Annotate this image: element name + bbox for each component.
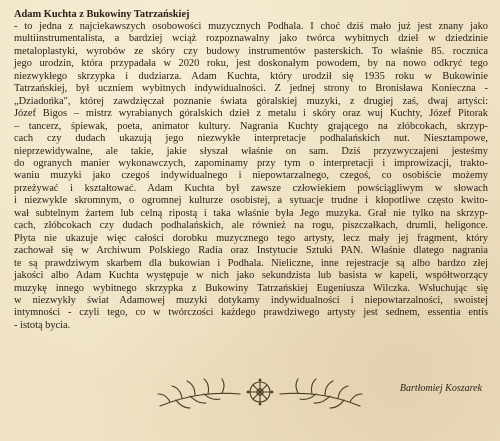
body-line: wał subtelnym żartem lub celną ripostą i taka właśnie była Jego muzyka. Grał nie tylko na skrzyp- bbox=[14, 207, 488, 219]
body-line: – tancerz, śpiewak, poeta, animator kultury. Nagrania Kuchty grającego na złóbcokach, skrzyp- bbox=[14, 120, 488, 132]
body-line: do ogranych manier wykonawczych, zapominamy przy tym o interpretacji i improwizacji, trakto- bbox=[14, 157, 488, 169]
body-line: „Dziadońka", której zawdzięczał poznanie świata góralskiej muzyki, z drugiej zaś, dwaj artyści: bbox=[14, 95, 488, 107]
article-body bbox=[14, 21, 488, 332]
folk-ornament-icon bbox=[140, 364, 380, 420]
body-line: w niezwykły świat Adamowej muzyki dotykamy indywidualności i niepowtarzalności, swoistej bbox=[14, 294, 488, 306]
body-line: metaloplastyki, wyrobów ze skóry czy budowy instrumentów pasterskich. To właśnie 85. rocznica bbox=[14, 45, 488, 57]
body-line: niezwykłego skrzypka i dudziarza. Adam Kuchta, który urodził się 1935 roku w Bukowinie bbox=[14, 70, 488, 82]
body-line: zachował się w Archiwum Polskiego Radia oraz Instytucie Sztuki PAN. Właśnie dlatego nagrania bbox=[14, 245, 488, 257]
body-line: i niezwykle skromnym, o ogromnej kulturze osobistej, a sytuacje trudne i kłopotliwe często kwito- bbox=[14, 195, 488, 207]
body-line: nieprzewidywalne, ale takie, jakie słyszał właśnie on sam. Dziś przyzwyczajeni jesteśmy bbox=[14, 145, 488, 157]
body-line: muzykę innego wybitnego skrzypka z Bukowiny Tatrzańskiej Eugeniusza Wilczka. Wsłuchując się bbox=[14, 282, 488, 294]
body-line: - to jedna z najciekawszych osobowości muzycznych Podhala. I choć dziś mało już jest znany jako bbox=[14, 21, 488, 32]
body-line: cach czy dudach ukazują jego niezwykłe interpretacje podhalańskich nut. Niesztampowe, bbox=[14, 133, 488, 145]
body-line: Płyta nie ukazuje więc całości dorobku muzycznego tego artysty, lecz mały jej fragment, który bbox=[14, 232, 488, 244]
author-signature: Bartłomiej Koszarek bbox=[399, 383, 482, 394]
body-line: intymności - czyli tego, co w twórczości każdego prawdziwego artysty jest sednem, essentia entis bbox=[14, 307, 488, 319]
body-line: multiinstrumentalista, a bardziej wciąż rozpoznawalny jako twórca wybitnych dzieł w dziedzinie bbox=[14, 33, 488, 45]
body-line: jego urodzin, która przypadała w 2020 roku, jest doskonałym powodem, by na nowo odkryć tego bbox=[14, 58, 488, 70]
body-line: przeżywać i kształtować. Adam Kuchta był zawsze człowiekiem powściągliwym w słowach bbox=[14, 182, 488, 194]
body-line: Józef Bigos – mistrz wyrabianych góralskich dzieł z metalu i skóry oraz wuj Kuchty, Józef Pitorak bbox=[14, 108, 488, 120]
body-line: - istotą bycia. bbox=[14, 319, 71, 331]
body-line: waniu muzyki jako czegoś indywidualnego i niepowtarzalnego, czegoś, co osobiście możemy bbox=[14, 170, 488, 182]
body-line: Tatrzańskiej, był uczniem wybitnych indywidualności. Z jednej strony to Bronisława Konieczna - bbox=[14, 83, 488, 95]
article-title: Adam Kuchta z Bukowiny Tatrzańskiej bbox=[14, 9, 190, 20]
body-line: jakości albo Adam Kuchta występuje w nich jako sekundzista lub basista w kapeli, współtworzący bbox=[14, 270, 488, 282]
body-line: te są prawdziwym skarbem dla bukowian i Podhala. Nieliczne, inne rejestracje są albo bardzo złej bbox=[14, 257, 488, 269]
body-line: cach, złóbcokach czy dudach podhalańskich, ale również na rogu, piszczałkach, drumli, heligonce. bbox=[14, 220, 488, 232]
